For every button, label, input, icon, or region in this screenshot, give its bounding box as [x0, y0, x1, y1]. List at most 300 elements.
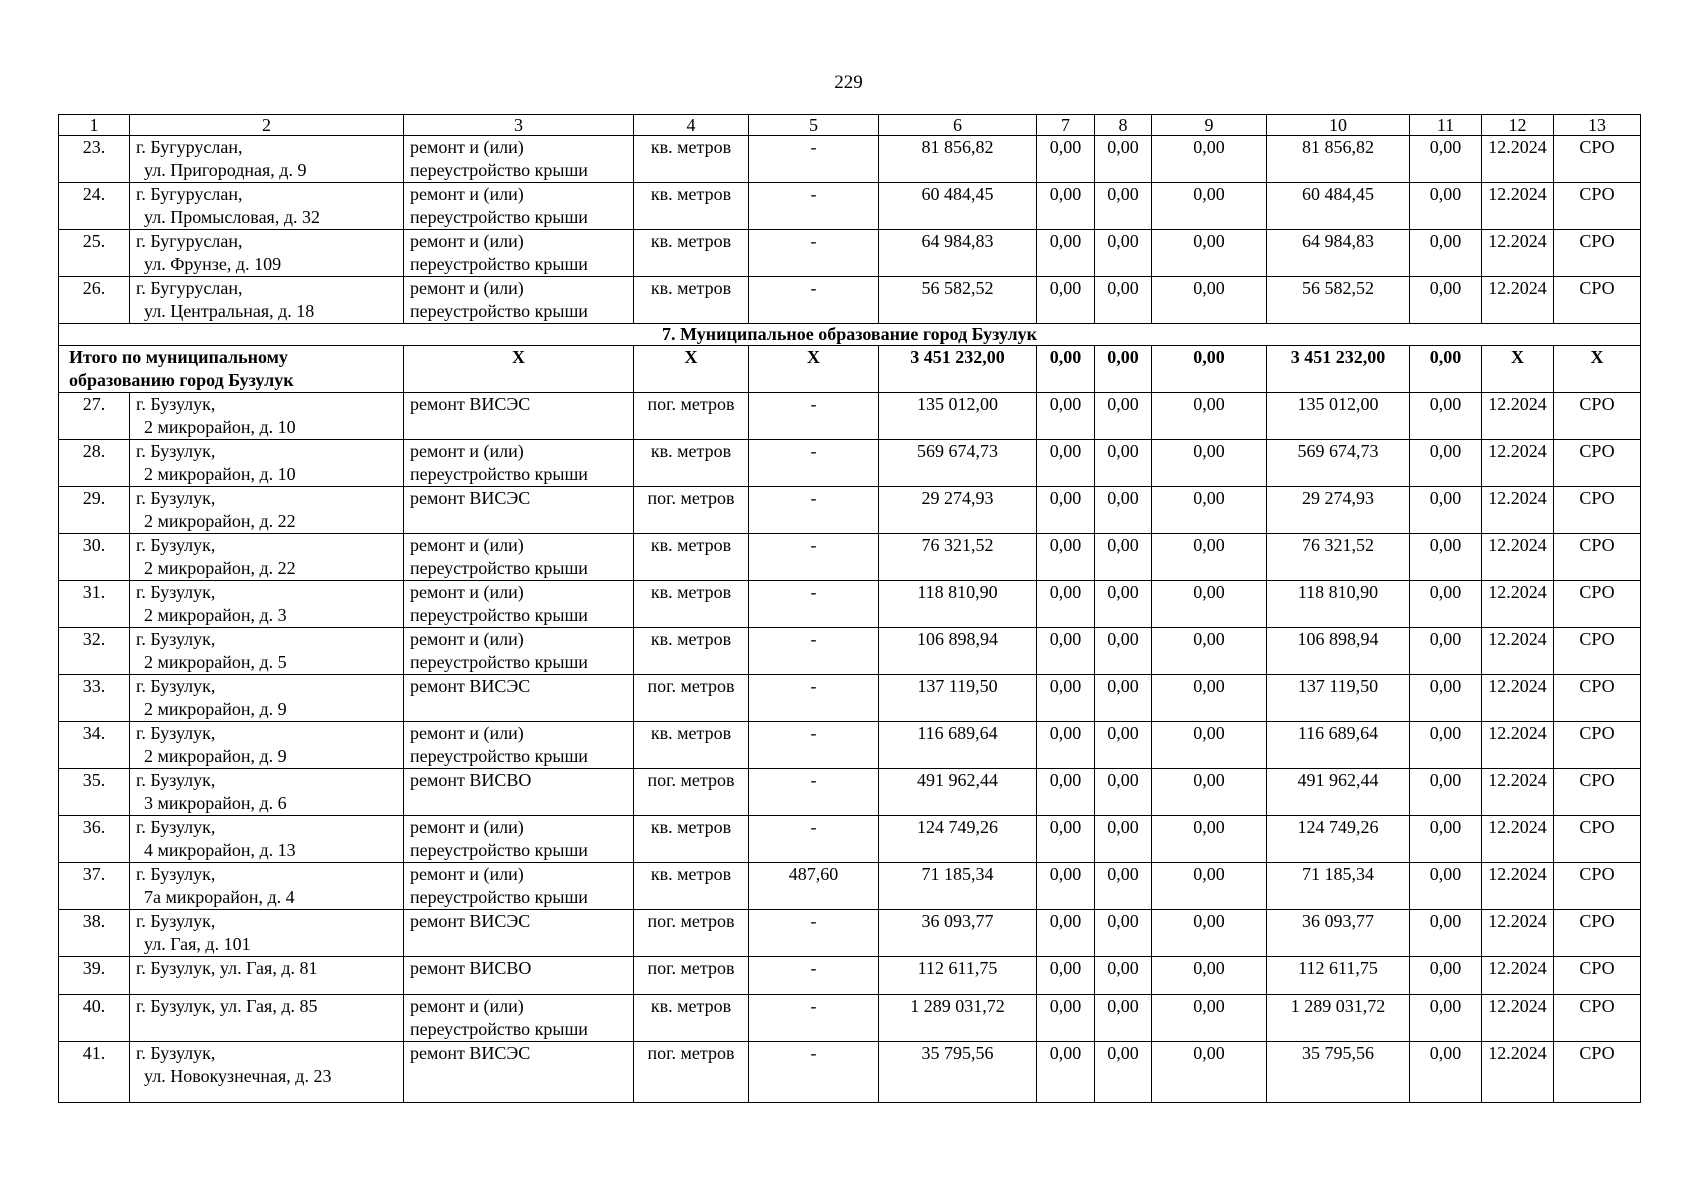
amount-cell: 116 689,64 — [879, 722, 1037, 769]
work-type-line: переустройство крыши — [410, 1019, 588, 1039]
address-cell — [130, 393, 404, 440]
amount-cell: 0,00 — [1410, 863, 1482, 910]
contractor-cell: СРО — [1554, 393, 1641, 440]
work-type-line: ремонт и (или) — [410, 441, 524, 461]
amount-cell: 137 119,50 — [1267, 675, 1410, 722]
amount-cell: 0,00 — [1095, 957, 1152, 995]
table-row — [59, 722, 1641, 769]
work-type-line: ремонт и (или) — [410, 629, 524, 649]
amount-cell: 0,00 — [1410, 393, 1482, 440]
x-mark: Х — [1482, 346, 1554, 393]
amount-cell: 0,00 — [1152, 1042, 1267, 1103]
address-line: ул. Фрунзе, д. 109 — [144, 254, 282, 274]
amount-cell: 0,00 — [1152, 581, 1267, 628]
amount-cell: 56 582,52 — [879, 277, 1037, 324]
quantity-cell: - — [749, 816, 879, 863]
amount-cell: 0,00 — [1410, 277, 1482, 324]
work-type-cell — [404, 1042, 634, 1103]
row-number: 36. — [59, 816, 130, 863]
address-line: г. Бузулук, — [136, 817, 216, 837]
amount-cell: 12.2024 — [1482, 277, 1554, 324]
amount-cell: 0,00 — [1095, 183, 1152, 230]
unit-cell: кв. метров — [634, 230, 749, 277]
row-number: 29. — [59, 487, 130, 534]
amount-cell: 12.2024 — [1482, 863, 1554, 910]
col-number: 9 — [1152, 115, 1267, 136]
total-amount-cell: 0,00 — [1152, 346, 1267, 393]
contractor-cell: СРО — [1554, 136, 1641, 183]
quantity-cell: - — [749, 393, 879, 440]
amount-cell: 116 689,64 — [1267, 722, 1410, 769]
amount-cell: 12.2024 — [1482, 393, 1554, 440]
unit-cell: пог. метров — [634, 957, 749, 995]
unit-cell: кв. метров — [634, 277, 749, 324]
amount-cell: 71 185,34 — [1267, 863, 1410, 910]
address-line: г. Бугуруслан, — [136, 231, 243, 251]
amount-cell: 60 484,45 — [1267, 183, 1410, 230]
amount-cell: 1 289 031,72 — [1267, 995, 1410, 1042]
amount-cell: 0,00 — [1152, 534, 1267, 581]
work-type-cell — [404, 628, 634, 675]
amount-cell: 569 674,73 — [879, 440, 1037, 487]
quantity-cell: - — [749, 136, 879, 183]
amount-cell: 124 749,26 — [1267, 816, 1410, 863]
work-type-cell — [404, 910, 634, 957]
amount-cell: 0,00 — [1410, 534, 1482, 581]
amount-cell: 0,00 — [1095, 863, 1152, 910]
col-number: 2 — [130, 115, 404, 136]
work-type-line: ремонт ВИСЭС — [410, 488, 531, 508]
address-line: г. Бузулук, — [136, 535, 216, 555]
amount-cell: 64 984,83 — [1267, 230, 1410, 277]
amount-cell: 0,00 — [1037, 393, 1095, 440]
amount-cell: 12.2024 — [1482, 581, 1554, 628]
total-label-line: образованию город Бузулук — [69, 370, 294, 390]
work-type-cell — [404, 183, 634, 230]
amount-cell: 0,00 — [1037, 722, 1095, 769]
address-cell — [130, 136, 404, 183]
amount-cell: 0,00 — [1037, 769, 1095, 816]
x-mark: Х — [634, 346, 749, 393]
amount-cell: 0,00 — [1095, 277, 1152, 324]
quantity-cell: - — [749, 1042, 879, 1103]
work-type-line: переустройство крыши — [410, 207, 588, 227]
quantity-cell: - — [749, 277, 879, 324]
column-number-row — [59, 115, 1641, 136]
table-row — [59, 183, 1641, 230]
amount-cell: 135 012,00 — [879, 393, 1037, 440]
amount-cell: 0,00 — [1410, 675, 1482, 722]
amount-cell: 0,00 — [1152, 487, 1267, 534]
table-row — [59, 440, 1641, 487]
work-type-line: ремонт ВИСЭС — [410, 676, 531, 696]
address-line: ул. Центральная, д. 18 — [144, 301, 315, 321]
work-type-line: ремонт ВИСВО — [410, 958, 532, 978]
total-label — [59, 346, 404, 393]
contractor-cell: СРО — [1554, 581, 1641, 628]
total-amount-cell: 0,00 — [1095, 346, 1152, 393]
col-number: 6 — [879, 115, 1037, 136]
table-row — [59, 957, 1641, 995]
row-number: 31. — [59, 581, 130, 628]
amount-cell: 35 795,56 — [1267, 1042, 1410, 1103]
amount-cell: 0,00 — [1152, 957, 1267, 995]
address-cell — [130, 487, 404, 534]
total-label-line: Итого по муниципальному — [69, 347, 288, 367]
table-row — [59, 534, 1641, 581]
address-line: г. Бузулук, — [136, 1043, 216, 1063]
work-type-cell — [404, 534, 634, 581]
address-line: г. Бугуруслан, — [136, 184, 243, 204]
unit-cell: кв. метров — [634, 722, 749, 769]
amount-cell: 12.2024 — [1482, 534, 1554, 581]
amount-cell: 12.2024 — [1482, 628, 1554, 675]
row-number: 28. — [59, 440, 130, 487]
work-type-cell — [404, 277, 634, 324]
work-type-cell — [404, 675, 634, 722]
quantity-cell: - — [749, 675, 879, 722]
row-number: 25. — [59, 230, 130, 277]
work-type-line: переустройство крыши — [410, 605, 588, 625]
address-line: 3 микрорайон, д. 6 — [144, 793, 287, 813]
amount-cell: 12.2024 — [1482, 487, 1554, 534]
work-type-line: переустройство крыши — [410, 887, 588, 907]
amount-cell: 0,00 — [1095, 534, 1152, 581]
col-number: 11 — [1410, 115, 1482, 136]
row-number: 30. — [59, 534, 130, 581]
work-type-line: ремонт и (или) — [410, 996, 524, 1016]
amount-cell: 0,00 — [1095, 393, 1152, 440]
amount-cell: 0,00 — [1095, 230, 1152, 277]
amount-cell: 0,00 — [1037, 230, 1095, 277]
work-type-cell — [404, 722, 634, 769]
row-number: 41. — [59, 1042, 130, 1103]
address-line: г. Бузулук, — [136, 864, 216, 884]
amount-cell: 0,00 — [1095, 136, 1152, 183]
table-row — [59, 393, 1641, 440]
address-line: ул. Гая, д. 101 — [144, 934, 251, 954]
amount-cell: 0,00 — [1410, 487, 1482, 534]
total-amount-cell: 0,00 — [1037, 346, 1095, 393]
table-row — [59, 581, 1641, 628]
col-number: 13 — [1554, 115, 1641, 136]
contractor-cell: СРО — [1554, 487, 1641, 534]
row-number: 27. — [59, 393, 130, 440]
amount-cell: 12.2024 — [1482, 440, 1554, 487]
total-amount-cell: 3 451 232,00 — [1267, 346, 1410, 393]
work-type-line: переустройство крыши — [410, 746, 588, 766]
work-type-line: переустройство крыши — [410, 464, 588, 484]
work-type-cell — [404, 863, 634, 910]
amount-cell: 0,00 — [1152, 136, 1267, 183]
col-number: 3 — [404, 115, 634, 136]
address-line: г. Бузулук, — [136, 770, 216, 790]
contractor-cell: СРО — [1554, 675, 1641, 722]
amount-cell: 0,00 — [1410, 816, 1482, 863]
work-type-cell — [404, 769, 634, 816]
x-mark: Х — [404, 346, 634, 393]
table-row — [59, 910, 1641, 957]
contractor-cell: СРО — [1554, 995, 1641, 1042]
work-type-cell — [404, 230, 634, 277]
address-cell — [130, 277, 404, 324]
amount-cell: 106 898,94 — [879, 628, 1037, 675]
program-table — [58, 114, 1641, 1103]
amount-cell: 0,00 — [1410, 995, 1482, 1042]
amount-cell: 0,00 — [1095, 910, 1152, 957]
address-line: 2 микрорайон, д. 22 — [144, 511, 296, 531]
amount-cell: 0,00 — [1152, 628, 1267, 675]
address-cell — [130, 995, 404, 1042]
contractor-cell: СРО — [1554, 440, 1641, 487]
table-row — [59, 816, 1641, 863]
amount-cell: 76 321,52 — [1267, 534, 1410, 581]
amount-cell: 0,00 — [1095, 769, 1152, 816]
address-line: г. Бузулук, — [136, 676, 216, 696]
amount-cell: 76 321,52 — [879, 534, 1037, 581]
amount-cell: 12.2024 — [1482, 910, 1554, 957]
col-number: 10 — [1267, 115, 1410, 136]
work-type-line: переустройство крыши — [410, 840, 588, 860]
col-number: 1 — [59, 115, 130, 136]
amount-cell: 0,00 — [1037, 534, 1095, 581]
unit-cell: кв. метров — [634, 136, 749, 183]
amount-cell: 36 093,77 — [1267, 910, 1410, 957]
amount-cell: 0,00 — [1095, 1042, 1152, 1103]
amount-cell: 0,00 — [1152, 183, 1267, 230]
amount-cell: 71 185,34 — [879, 863, 1037, 910]
address-line: г. Бузулук, — [136, 488, 216, 508]
amount-cell: 29 274,93 — [1267, 487, 1410, 534]
amount-cell: 0,00 — [1152, 393, 1267, 440]
amount-cell: 106 898,94 — [1267, 628, 1410, 675]
amount-cell: 0,00 — [1410, 957, 1482, 995]
amount-cell: 0,00 — [1095, 440, 1152, 487]
row-number: 34. — [59, 722, 130, 769]
amount-cell: 0,00 — [1152, 440, 1267, 487]
amount-cell: 0,00 — [1037, 183, 1095, 230]
contractor-cell: СРО — [1554, 957, 1641, 995]
quantity-cell: - — [749, 957, 879, 995]
row-number: 24. — [59, 183, 130, 230]
work-type-line: ремонт ВИСВО — [410, 770, 532, 790]
amount-cell: 12.2024 — [1482, 675, 1554, 722]
total-amount-cell: 0,00 — [1410, 346, 1482, 393]
table-row — [59, 863, 1641, 910]
amount-cell: 12.2024 — [1482, 183, 1554, 230]
unit-cell: пог. метров — [634, 1042, 749, 1103]
contractor-cell: СРО — [1554, 183, 1641, 230]
contractor-cell: СРО — [1554, 628, 1641, 675]
amount-cell: 0,00 — [1095, 487, 1152, 534]
amount-cell: 0,00 — [1152, 863, 1267, 910]
amount-cell: 35 795,56 — [879, 1042, 1037, 1103]
address-line: 2 микрорайон, д. 3 — [144, 605, 287, 625]
unit-cell: кв. метров — [634, 183, 749, 230]
unit-cell: кв. метров — [634, 628, 749, 675]
address-line: г. Бузулук, — [136, 723, 216, 743]
amount-cell: 1 289 031,72 — [879, 995, 1037, 1042]
address-cell — [130, 230, 404, 277]
work-type-cell — [404, 136, 634, 183]
amount-cell: 0,00 — [1095, 722, 1152, 769]
contractor-cell: СРО — [1554, 769, 1641, 816]
address-line: г. Бузулук, ул. Гая, д. 81 — [136, 958, 318, 978]
unit-cell: пог. метров — [634, 910, 749, 957]
amount-cell: 0,00 — [1037, 675, 1095, 722]
quantity-cell: - — [749, 183, 879, 230]
work-type-line: ремонт и (или) — [410, 864, 524, 884]
unit-cell: пог. метров — [634, 769, 749, 816]
amount-cell: 0,00 — [1410, 440, 1482, 487]
row-number: 35. — [59, 769, 130, 816]
work-type-line: переустройство крыши — [410, 254, 588, 274]
work-type-line: ремонт и (или) — [410, 231, 524, 251]
amount-cell: 0,00 — [1152, 675, 1267, 722]
work-type-cell — [404, 816, 634, 863]
amount-cell: 0,00 — [1152, 816, 1267, 863]
work-type-line: ремонт и (или) — [410, 137, 524, 157]
address-line: 2 микрорайон, д. 22 — [144, 558, 296, 578]
row-number: 32. — [59, 628, 130, 675]
address-line: г. Бузулук, — [136, 911, 216, 931]
amount-cell: 0,00 — [1037, 995, 1095, 1042]
amount-cell: 0,00 — [1095, 995, 1152, 1042]
amount-cell: 0,00 — [1152, 769, 1267, 816]
work-type-cell — [404, 393, 634, 440]
table-row — [59, 136, 1641, 183]
amount-cell: 12.2024 — [1482, 816, 1554, 863]
address-cell — [130, 863, 404, 910]
address-line: ул. Новокузнечная, д. 23 — [144, 1066, 332, 1086]
amount-cell: 12.2024 — [1482, 995, 1554, 1042]
unit-cell: пог. метров — [634, 487, 749, 534]
unit-cell: пог. метров — [634, 675, 749, 722]
amount-cell: 29 274,93 — [879, 487, 1037, 534]
work-type-line: ремонт ВИСЭС — [410, 911, 531, 931]
address-line: 2 микрорайон, д. 10 — [144, 417, 296, 437]
work-type-line: переустройство крыши — [410, 558, 588, 578]
amount-cell: 0,00 — [1410, 230, 1482, 277]
amount-cell: 0,00 — [1410, 1042, 1482, 1103]
amount-cell: 118 810,90 — [1267, 581, 1410, 628]
amount-cell: 0,00 — [1095, 816, 1152, 863]
work-type-cell — [404, 581, 634, 628]
work-type-line: ремонт ВИСЭС — [410, 394, 531, 414]
address-line: г. Бугуруслан, — [136, 278, 243, 298]
quantity-cell: - — [749, 628, 879, 675]
amount-cell: 0,00 — [1037, 136, 1095, 183]
amount-cell: 0,00 — [1037, 581, 1095, 628]
address-cell — [130, 183, 404, 230]
amount-cell: 135 012,00 — [1267, 393, 1410, 440]
amount-cell: 81 856,82 — [879, 136, 1037, 183]
col-number: 12 — [1482, 115, 1554, 136]
total-row — [59, 346, 1641, 393]
address-line: ул. Пригородная, д. 9 — [144, 160, 307, 180]
work-type-line: ремонт и (или) — [410, 723, 524, 743]
work-type-line: ремонт и (или) — [410, 817, 524, 837]
amount-cell: 491 962,44 — [879, 769, 1037, 816]
unit-cell: кв. метров — [634, 995, 749, 1042]
contractor-cell: СРО — [1554, 230, 1641, 277]
work-type-cell — [404, 440, 634, 487]
unit-cell: кв. метров — [634, 534, 749, 581]
amount-cell: 12.2024 — [1482, 230, 1554, 277]
contractor-cell: СРО — [1554, 816, 1641, 863]
amount-cell: 569 674,73 — [1267, 440, 1410, 487]
address-cell — [130, 957, 404, 995]
col-number: 7 — [1037, 115, 1095, 136]
address-line: 2 микрорайон, д. 5 — [144, 652, 287, 672]
quantity-cell: - — [749, 534, 879, 581]
amount-cell: 81 856,82 — [1267, 136, 1410, 183]
amount-cell: 112 611,75 — [879, 957, 1037, 995]
row-number: 33. — [59, 675, 130, 722]
amount-cell: 0,00 — [1037, 863, 1095, 910]
amount-cell: 0,00 — [1037, 440, 1095, 487]
table-row — [59, 995, 1641, 1042]
address-cell — [130, 1042, 404, 1103]
address-line: 2 микрорайон, д. 9 — [144, 746, 287, 766]
amount-cell: 0,00 — [1152, 277, 1267, 324]
row-number: 38. — [59, 910, 130, 957]
work-type-line: ремонт и (или) — [410, 278, 524, 298]
quantity-cell: - — [749, 230, 879, 277]
amount-cell: 60 484,45 — [879, 183, 1037, 230]
address-cell — [130, 816, 404, 863]
amount-cell: 12.2024 — [1482, 769, 1554, 816]
table-row — [59, 675, 1641, 722]
quantity-cell: - — [749, 487, 879, 534]
x-mark: Х — [1554, 346, 1641, 393]
quantity-cell: - — [749, 581, 879, 628]
table-row — [59, 277, 1641, 324]
amount-cell: 0,00 — [1037, 816, 1095, 863]
amount-cell: 12.2024 — [1482, 1042, 1554, 1103]
section-heading-row — [59, 324, 1641, 346]
amount-cell: 0,00 — [1410, 769, 1482, 816]
amount-cell: 0,00 — [1152, 910, 1267, 957]
amount-cell: 64 984,83 — [879, 230, 1037, 277]
work-type-line: переустройство крыши — [410, 160, 588, 180]
quantity-cell: - — [749, 995, 879, 1042]
col-number: 5 — [749, 115, 879, 136]
amount-cell: 0,00 — [1410, 910, 1482, 957]
amount-cell: 137 119,50 — [879, 675, 1037, 722]
contractor-cell: СРО — [1554, 277, 1641, 324]
amount-cell: 0,00 — [1095, 581, 1152, 628]
amount-cell: 0,00 — [1095, 675, 1152, 722]
amount-cell: 112 611,75 — [1267, 957, 1410, 995]
address-cell — [130, 722, 404, 769]
address-line: 2 микрорайон, д. 9 — [144, 699, 287, 719]
page-number: 229 — [834, 72, 863, 93]
row-number: 26. — [59, 277, 130, 324]
address-cell — [130, 769, 404, 816]
contractor-cell: СРО — [1554, 1042, 1641, 1103]
amount-cell: 0,00 — [1037, 628, 1095, 675]
amount-cell: 0,00 — [1095, 628, 1152, 675]
address-line: г. Бузулук, ул. Гая, д. 85 — [136, 996, 318, 1016]
unit-cell: кв. метров — [634, 581, 749, 628]
address-line: г. Бугуруслан, — [136, 137, 243, 157]
section-title: 7. Муниципальное образование город Бузулук — [59, 324, 1641, 346]
address-cell — [130, 628, 404, 675]
amount-cell: 56 582,52 — [1267, 277, 1410, 324]
table-row — [59, 487, 1641, 534]
amount-cell: 0,00 — [1410, 136, 1482, 183]
